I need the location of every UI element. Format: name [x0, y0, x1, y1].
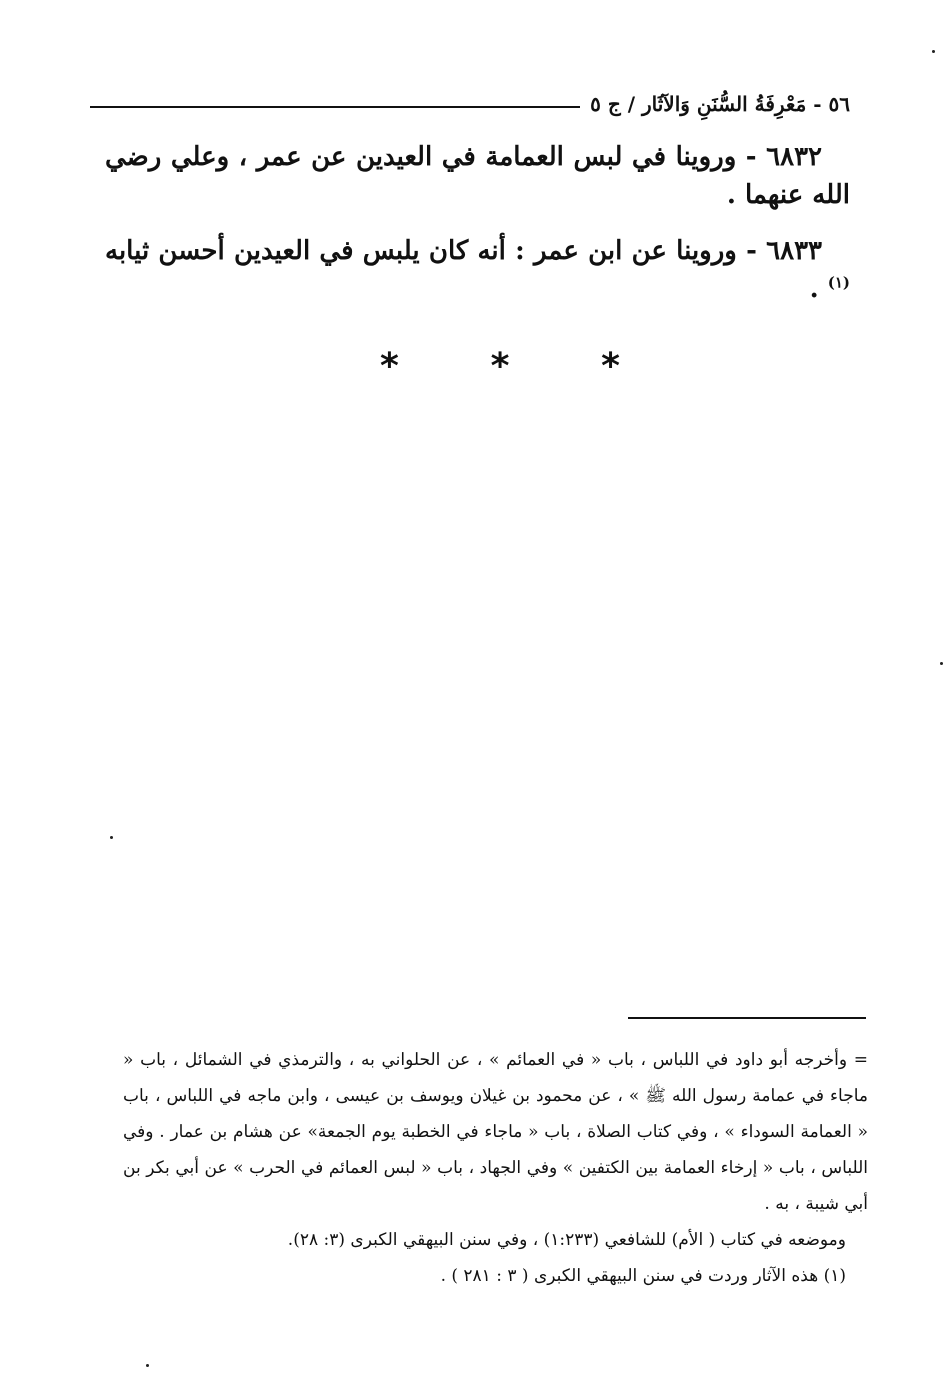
- paragraph-6833: [105, 232, 850, 308]
- footnote-marker: (١): [827, 273, 850, 292]
- paragraph-text: - وروينا في لبس العمامة في العيدين عن عمر ، وعلي رضي الله عنهما .: [105, 142, 850, 210]
- section-separator: [380, 346, 620, 387]
- separator-star: *: [601, 346, 620, 387]
- main-text: [105, 138, 850, 326]
- scan-speck: [940, 662, 943, 665]
- paragraph-number: ٦٨٣٣: [766, 236, 822, 266]
- paragraph-number: ٦٨٣٢: [766, 142, 822, 172]
- header-rule: [90, 106, 580, 108]
- scan-speck: [146, 1364, 149, 1367]
- paragraph-text: - وروينا عن ابن عمر : أنه كان يلبس في العيدين أحسن ثيابه: [105, 236, 767, 266]
- footnote-location: وموضعه في كتاب ( الأم) للشافعي (١:٢٣٣) ، وفي سنن البيهقي الكبرى (٣: ٢٨).: [287, 1230, 846, 1250]
- footnote-continuation: = وأخرجه أبو داود في اللباس ، باب « في العمائم » ، عن الحلواني به ، والترمذي في الشمائل ، باب « ماجاء في عمامة رسول الله ﷺ » ، عن محمود بن غيلان ويوسف بن عيسى ، وابن ماجه في اللباس ، باب « العمامة السوداء » ، وفي كتاب الصلاة ، باب « ماجاء في الخطبة يوم الجمعة» عن هشام بن عمار . وفي اللباس ، باب « إرخاء العمامة بين الكتفين » وفي الجهاد ، باب « لبس العمائم في الحرب » عن أبي بكر بن أبي شيبة ، به .: [123, 1050, 868, 1214]
- scan-speck: [932, 50, 935, 53]
- running-title: ٥٦ - مَعْرِفَةُ السُّنَنِ وَالآثَار / ج ٥: [590, 92, 850, 116]
- paragraph-6832: [105, 138, 850, 214]
- paragraph-end: .: [809, 274, 828, 304]
- separator-star: *: [380, 346, 399, 387]
- footnote-1: (١) هذه الآثار وردت في سنن البيهقي الكبرى ( ٣ : ٢٨١ ) .: [440, 1266, 846, 1286]
- page-header: [90, 78, 850, 116]
- scan-speck: [110, 836, 113, 839]
- footnote-rule: [628, 1017, 866, 1019]
- footnotes: [123, 1042, 868, 1294]
- separator-star: *: [490, 346, 510, 387]
